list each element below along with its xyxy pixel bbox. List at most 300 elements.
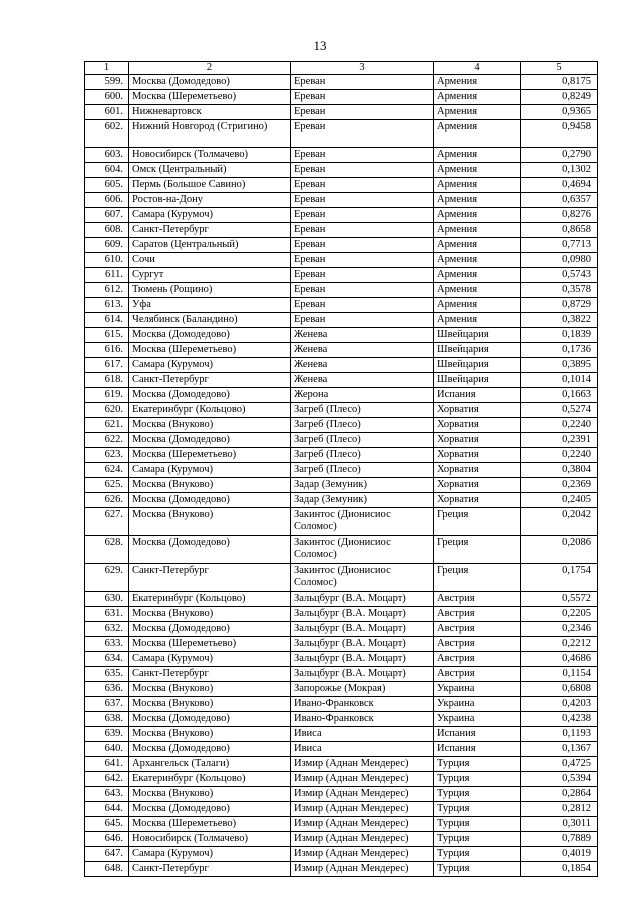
country-cell: Турция bbox=[434, 772, 521, 787]
table-row bbox=[85, 682, 598, 697]
destination-cell: Измир (Аднан Мендерес) bbox=[291, 757, 434, 772]
coefficient-cell: 0,2212 bbox=[521, 637, 598, 652]
departure-cell: Самара (Курумоч) bbox=[129, 358, 291, 373]
column-header-3: 3 bbox=[291, 62, 434, 75]
country-cell: Хорватия bbox=[434, 478, 521, 493]
row-number-cell: 616. bbox=[85, 343, 129, 358]
coefficient-cell: 0,2405 bbox=[521, 493, 598, 508]
table-row bbox=[85, 178, 598, 193]
page-number: 13 bbox=[313, 38, 327, 53]
departure-cell: Новосибирск (Толмачево) bbox=[129, 832, 291, 847]
country-cell: Армения bbox=[434, 268, 521, 283]
table-row bbox=[85, 637, 598, 652]
destination-cell: Ереван bbox=[291, 268, 434, 283]
departure-cell: Екатеринбург (Кольцово) bbox=[129, 592, 291, 607]
destination-cell: Ереван bbox=[291, 148, 434, 163]
row-number-cell: 647. bbox=[85, 847, 129, 862]
row-number-cell: 622. bbox=[85, 433, 129, 448]
country-cell: Турция bbox=[434, 832, 521, 847]
table-row bbox=[85, 283, 598, 298]
coefficient-cell: 0,6357 bbox=[521, 193, 598, 208]
departure-cell: Омск (Центральный) bbox=[129, 163, 291, 178]
country-cell: Армения bbox=[434, 163, 521, 178]
departure-cell: Санкт-Петербург bbox=[129, 862, 291, 877]
row-number-cell: 623. bbox=[85, 448, 129, 463]
departure-cell: Москва (Домодедово) bbox=[129, 742, 291, 757]
country-cell: Греция bbox=[434, 508, 521, 536]
departure-cell: Пермь (Большое Савино) bbox=[129, 178, 291, 193]
destination-cell: Ереван bbox=[291, 313, 434, 328]
row-number-cell: 632. bbox=[85, 622, 129, 637]
departure-cell: Нижневартовск bbox=[129, 105, 291, 120]
column-header-5: 5 bbox=[521, 62, 598, 75]
destination-cell: Запорожье (Мокрая) bbox=[291, 682, 434, 697]
coefficient-cell: 0,2240 bbox=[521, 418, 598, 433]
coefficient-cell: 0,4725 bbox=[521, 757, 598, 772]
departure-cell: Москва (Внуково) bbox=[129, 697, 291, 712]
destination-cell: Измир (Аднан Мендерес) bbox=[291, 832, 434, 847]
coefficient-cell: 0,8658 bbox=[521, 223, 598, 238]
destination-cell: Измир (Аднан Мендерес) bbox=[291, 787, 434, 802]
table-row bbox=[85, 817, 598, 832]
departure-cell: Москва (Внуково) bbox=[129, 418, 291, 433]
destination-cell: Задар (Земуник) bbox=[291, 478, 434, 493]
table-row bbox=[85, 313, 598, 328]
row-number-cell: 614. bbox=[85, 313, 129, 328]
coefficient-cell: 0,2812 bbox=[521, 802, 598, 817]
country-cell: Турция bbox=[434, 847, 521, 862]
destination-cell: Ереван bbox=[291, 163, 434, 178]
table-row bbox=[85, 238, 598, 253]
row-number-cell: 611. bbox=[85, 268, 129, 283]
country-cell: Армения bbox=[434, 90, 521, 105]
row-number-cell: 604. bbox=[85, 163, 129, 178]
destination-cell: Женева bbox=[291, 358, 434, 373]
table-row bbox=[85, 75, 598, 90]
coefficient-cell: 0,3895 bbox=[521, 358, 598, 373]
row-number-cell: 607. bbox=[85, 208, 129, 223]
row-number-cell: 621. bbox=[85, 418, 129, 433]
table-row bbox=[85, 105, 598, 120]
row-number-cell: 645. bbox=[85, 817, 129, 832]
destination-cell: Ереван bbox=[291, 193, 434, 208]
country-cell: Армения bbox=[434, 298, 521, 313]
destination-cell: Измир (Аднан Мендерес) bbox=[291, 862, 434, 877]
destination-cell: Зальцбург (В.А. Моцарт) bbox=[291, 607, 434, 622]
departure-cell: Тюмень (Рощино) bbox=[129, 283, 291, 298]
departure-cell: Архангельск (Талаги) bbox=[129, 757, 291, 772]
departure-cell: Москва (Домодедово) bbox=[129, 388, 291, 403]
table-row bbox=[85, 832, 598, 847]
row-number-cell: 640. bbox=[85, 742, 129, 757]
table-row bbox=[85, 592, 598, 607]
coefficient-cell: 0,9458 bbox=[521, 120, 598, 148]
destination-cell: Женева bbox=[291, 328, 434, 343]
coefficient-cell: 0,7889 bbox=[521, 832, 598, 847]
table-row bbox=[85, 163, 598, 178]
departure-cell: Москва (Домодедово) bbox=[129, 328, 291, 343]
departure-cell: Екатеринбург (Кольцово) bbox=[129, 772, 291, 787]
country-cell: Армения bbox=[434, 178, 521, 193]
coefficient-cell: 0,3822 bbox=[521, 313, 598, 328]
row-number-cell: 627. bbox=[85, 508, 129, 536]
departure-cell: Санкт-Петербург bbox=[129, 223, 291, 238]
coefficient-cell: 0,1154 bbox=[521, 667, 598, 682]
table-row bbox=[85, 90, 598, 105]
departure-cell: Сочи bbox=[129, 253, 291, 268]
departure-cell: Москва (Внуково) bbox=[129, 607, 291, 622]
destination-cell: Зальцбург (В.А. Моцарт) bbox=[291, 622, 434, 637]
departure-cell: Санкт-Петербург bbox=[129, 564, 291, 592]
row-number-cell: 646. bbox=[85, 832, 129, 847]
country-cell: Швейцария bbox=[434, 358, 521, 373]
destination-cell: Ереван bbox=[291, 253, 434, 268]
country-cell: Греция bbox=[434, 536, 521, 564]
country-cell: Турция bbox=[434, 862, 521, 877]
country-cell: Украина bbox=[434, 682, 521, 697]
row-number-cell: 610. bbox=[85, 253, 129, 268]
destination-cell: Ереван bbox=[291, 223, 434, 238]
table-row bbox=[85, 652, 598, 667]
country-cell: Австрия bbox=[434, 622, 521, 637]
departure-cell: Москва (Шереметьево) bbox=[129, 343, 291, 358]
table-row bbox=[85, 667, 598, 682]
destination-cell: Зальцбург (В.А. Моцарт) bbox=[291, 652, 434, 667]
country-cell: Испания bbox=[434, 727, 521, 742]
country-cell: Армения bbox=[434, 75, 521, 90]
row-number-cell: 628. bbox=[85, 536, 129, 564]
row-number-cell: 600. bbox=[85, 90, 129, 105]
table-row bbox=[85, 508, 598, 536]
coefficient-cell: 0,4686 bbox=[521, 652, 598, 667]
country-cell: Армения bbox=[434, 148, 521, 163]
row-number-cell: 618. bbox=[85, 373, 129, 388]
coefficient-cell: 0,2205 bbox=[521, 607, 598, 622]
country-cell: Хорватия bbox=[434, 493, 521, 508]
departure-cell: Саратов (Центральный) bbox=[129, 238, 291, 253]
row-number-cell: 620. bbox=[85, 403, 129, 418]
country-cell: Австрия bbox=[434, 667, 521, 682]
destination-cell: Ереван bbox=[291, 90, 434, 105]
row-number-cell: 625. bbox=[85, 478, 129, 493]
row-number-cell: 605. bbox=[85, 178, 129, 193]
destination-cell: Ереван bbox=[291, 105, 434, 120]
table-row bbox=[85, 448, 598, 463]
country-cell: Хорватия bbox=[434, 403, 521, 418]
table-row bbox=[85, 697, 598, 712]
table-row bbox=[85, 373, 598, 388]
table-row bbox=[85, 536, 598, 564]
row-number-cell: 638. bbox=[85, 712, 129, 727]
coefficient-cell: 0,1014 bbox=[521, 373, 598, 388]
destination-cell: Ивиса bbox=[291, 727, 434, 742]
country-cell: Турция bbox=[434, 757, 521, 772]
destination-cell: Ереван bbox=[291, 238, 434, 253]
destination-cell: Ивано-Франковск bbox=[291, 697, 434, 712]
country-cell: Хорватия bbox=[434, 463, 521, 478]
destination-cell: Загреб (Плесо) bbox=[291, 403, 434, 418]
coefficient-cell: 0,6808 bbox=[521, 682, 598, 697]
country-cell: Турция bbox=[434, 817, 521, 832]
country-cell: Греция bbox=[434, 564, 521, 592]
table-row bbox=[85, 847, 598, 862]
table-row bbox=[85, 712, 598, 727]
country-cell: Австрия bbox=[434, 652, 521, 667]
departure-cell: Сургут bbox=[129, 268, 291, 283]
country-cell: Армения bbox=[434, 120, 521, 148]
destination-cell: Загреб (Плесо) bbox=[291, 418, 434, 433]
coefficient-cell: 0,1193 bbox=[521, 727, 598, 742]
column-header-4: 4 bbox=[434, 62, 521, 75]
country-cell: Швейцария bbox=[434, 328, 521, 343]
table-row bbox=[85, 772, 598, 787]
departure-cell: Челябинск (Баландино) bbox=[129, 313, 291, 328]
table-row bbox=[85, 193, 598, 208]
departure-cell: Москва (Домодедово) bbox=[129, 622, 291, 637]
table-row bbox=[85, 208, 598, 223]
destination-cell: Ереван bbox=[291, 178, 434, 193]
country-cell: Армения bbox=[434, 208, 521, 223]
table-row bbox=[85, 148, 598, 163]
country-cell: Украина bbox=[434, 697, 521, 712]
destination-cell: Загреб (Плесо) bbox=[291, 448, 434, 463]
row-number-cell: 606. bbox=[85, 193, 129, 208]
destination-cell: Загреб (Плесо) bbox=[291, 433, 434, 448]
coefficient-cell: 0,5274 bbox=[521, 403, 598, 418]
coefficient-cell: 0,2369 bbox=[521, 478, 598, 493]
table-row bbox=[85, 802, 598, 817]
country-cell: Австрия bbox=[434, 637, 521, 652]
row-number-cell: 617. bbox=[85, 358, 129, 373]
coefficient-cell: 0,1302 bbox=[521, 163, 598, 178]
country-cell: Армения bbox=[434, 193, 521, 208]
destination-cell: Измир (Аднан Мендерес) bbox=[291, 772, 434, 787]
table-row bbox=[85, 862, 598, 877]
row-number-cell: 609. bbox=[85, 238, 129, 253]
departure-cell: Новосибирск (Толмачево) bbox=[129, 148, 291, 163]
destination-cell: Зальцбург (В.А. Моцарт) bbox=[291, 637, 434, 652]
country-cell: Испания bbox=[434, 388, 521, 403]
departure-cell: Москва (Шереметьево) bbox=[129, 448, 291, 463]
row-number-cell: 601. bbox=[85, 105, 129, 120]
coefficient-cell: 0,1754 bbox=[521, 564, 598, 592]
departure-cell: Москва (Внуково) bbox=[129, 478, 291, 493]
coefficient-cell: 0,2240 bbox=[521, 448, 598, 463]
coefficient-cell: 0,2042 bbox=[521, 508, 598, 536]
departure-cell: Москва (Домодедово) bbox=[129, 712, 291, 727]
destination-cell: Загреб (Плесо) bbox=[291, 463, 434, 478]
departure-cell: Самара (Курумоч) bbox=[129, 208, 291, 223]
table-row bbox=[85, 253, 598, 268]
row-number-cell: 608. bbox=[85, 223, 129, 238]
destination-cell: Измир (Аднан Мендерес) bbox=[291, 802, 434, 817]
coefficient-cell: 0,1839 bbox=[521, 328, 598, 343]
country-cell: Австрия bbox=[434, 607, 521, 622]
row-number-cell: 619. bbox=[85, 388, 129, 403]
destination-cell: Закинтос (Дионисиос Соломос) bbox=[291, 564, 434, 592]
table-row bbox=[85, 742, 598, 757]
country-cell: Австрия bbox=[434, 592, 521, 607]
table-row bbox=[85, 298, 598, 313]
departure-cell: Санкт-Петербург bbox=[129, 667, 291, 682]
table-row bbox=[85, 478, 598, 493]
departure-cell: Москва (Домодедово) bbox=[129, 433, 291, 448]
column-header-1: 1 bbox=[85, 62, 129, 75]
destination-cell: Ереван bbox=[291, 120, 434, 148]
destination-cell: Закинтос (Дионисиос Соломос) bbox=[291, 536, 434, 564]
destination-cell: Закинтос (Дионисиос Соломос) bbox=[291, 508, 434, 536]
row-number-cell: 624. bbox=[85, 463, 129, 478]
departure-cell: Нижний Новгород (Стригино) bbox=[129, 120, 291, 148]
departure-cell: Москва (Внуково) bbox=[129, 727, 291, 742]
country-cell: Армения bbox=[434, 253, 521, 268]
row-number-cell: 639. bbox=[85, 727, 129, 742]
row-number-cell: 612. bbox=[85, 283, 129, 298]
coefficient-cell: 0,0980 bbox=[521, 253, 598, 268]
coefficient-cell: 0,1854 bbox=[521, 862, 598, 877]
destination-cell: Измир (Аднан Мендерес) bbox=[291, 847, 434, 862]
row-number-cell: 630. bbox=[85, 592, 129, 607]
coefficient-cell: 0,4019 bbox=[521, 847, 598, 862]
departure-cell: Самара (Курумоч) bbox=[129, 847, 291, 862]
coefficient-cell: 0,7713 bbox=[521, 238, 598, 253]
departure-cell: Москва (Домодедово) bbox=[129, 493, 291, 508]
table-row bbox=[85, 403, 598, 418]
departure-cell: Москва (Домодедово) bbox=[129, 802, 291, 817]
country-cell: Армения bbox=[434, 105, 521, 120]
row-number-cell: 634. bbox=[85, 652, 129, 667]
destination-cell: Зальцбург (В.А. Моцарт) bbox=[291, 592, 434, 607]
row-number-cell: 629. bbox=[85, 564, 129, 592]
coefficient-cell: 0,1663 bbox=[521, 388, 598, 403]
coefficient-cell: 0,4238 bbox=[521, 712, 598, 727]
country-cell: Хорватия bbox=[434, 433, 521, 448]
departure-cell: Москва (Внуково) bbox=[129, 508, 291, 536]
coefficient-cell: 0,3578 bbox=[521, 283, 598, 298]
country-cell: Армения bbox=[434, 313, 521, 328]
destination-cell: Ереван bbox=[291, 75, 434, 90]
table-row bbox=[85, 120, 598, 148]
country-cell: Хорватия bbox=[434, 448, 521, 463]
table-row bbox=[85, 463, 598, 478]
column-header-2: 2 bbox=[129, 62, 291, 75]
table-row bbox=[85, 223, 598, 238]
coefficient-cell: 0,1736 bbox=[521, 343, 598, 358]
row-number-cell: 599. bbox=[85, 75, 129, 90]
departure-cell: Москва (Домодедово) bbox=[129, 75, 291, 90]
table-row bbox=[85, 328, 598, 343]
table-row bbox=[85, 787, 598, 802]
coefficient-cell: 0,3011 bbox=[521, 817, 598, 832]
destination-cell: Ереван bbox=[291, 283, 434, 298]
row-number-cell: 635. bbox=[85, 667, 129, 682]
row-number-cell: 615. bbox=[85, 328, 129, 343]
coefficient-cell: 0,8729 bbox=[521, 298, 598, 313]
departure-cell: Уфа bbox=[129, 298, 291, 313]
table-header-row bbox=[85, 62, 598, 75]
country-cell: Испания bbox=[434, 742, 521, 757]
table-row bbox=[85, 343, 598, 358]
departure-cell: Москва (Домодедово) bbox=[129, 536, 291, 564]
departure-cell: Москва (Внуково) bbox=[129, 787, 291, 802]
departure-cell: Ростов-на-Дону bbox=[129, 193, 291, 208]
row-number-cell: 641. bbox=[85, 757, 129, 772]
row-number-cell: 603. bbox=[85, 148, 129, 163]
country-cell: Армения bbox=[434, 238, 521, 253]
coefficient-cell: 0,2346 bbox=[521, 622, 598, 637]
destination-cell: Ивано-Франковск bbox=[291, 712, 434, 727]
row-number-cell: 602. bbox=[85, 120, 129, 148]
table-body bbox=[85, 75, 598, 877]
coefficient-cell: 0,2864 bbox=[521, 787, 598, 802]
coefficient-cell: 0,5394 bbox=[521, 772, 598, 787]
coefficient-cell: 0,8276 bbox=[521, 208, 598, 223]
coefficient-cell: 0,9365 bbox=[521, 105, 598, 120]
row-number-cell: 643. bbox=[85, 787, 129, 802]
departure-cell: Москва (Внуково) bbox=[129, 682, 291, 697]
table-row bbox=[85, 268, 598, 283]
country-cell: Армения bbox=[434, 283, 521, 298]
country-cell: Швейцария bbox=[434, 343, 521, 358]
destination-cell: Измир (Аднан Мендерес) bbox=[291, 817, 434, 832]
table-row bbox=[85, 433, 598, 448]
row-number-cell: 613. bbox=[85, 298, 129, 313]
departure-cell: Екатеринбург (Кольцово) bbox=[129, 403, 291, 418]
coefficient-cell: 0,3804 bbox=[521, 463, 598, 478]
row-number-cell: 626. bbox=[85, 493, 129, 508]
departure-cell: Москва (Шереметьево) bbox=[129, 637, 291, 652]
destination-cell: Жерона bbox=[291, 388, 434, 403]
table-row bbox=[85, 757, 598, 772]
table-row bbox=[85, 727, 598, 742]
destination-cell: Ереван bbox=[291, 208, 434, 223]
country-cell: Армения bbox=[434, 223, 521, 238]
coefficient-cell: 0,1367 bbox=[521, 742, 598, 757]
table-row bbox=[85, 388, 598, 403]
table-row bbox=[85, 358, 598, 373]
coefficient-cell: 0,2086 bbox=[521, 536, 598, 564]
destination-cell: Женева bbox=[291, 343, 434, 358]
row-number-cell: 648. bbox=[85, 862, 129, 877]
destination-cell: Зальцбург (В.А. Моцарт) bbox=[291, 667, 434, 682]
departure-cell: Самара (Курумоч) bbox=[129, 463, 291, 478]
row-number-cell: 644. bbox=[85, 802, 129, 817]
table-row bbox=[85, 622, 598, 637]
departure-cell: Москва (Шереметьево) bbox=[129, 90, 291, 105]
departure-cell: Самара (Курумоч) bbox=[129, 652, 291, 667]
routes-table bbox=[84, 61, 598, 877]
table-row bbox=[85, 493, 598, 508]
row-number-cell: 636. bbox=[85, 682, 129, 697]
row-number-cell: 642. bbox=[85, 772, 129, 787]
coefficient-cell: 0,4203 bbox=[521, 697, 598, 712]
row-number-cell: 637. bbox=[85, 697, 129, 712]
departure-cell: Санкт-Петербург bbox=[129, 373, 291, 388]
coefficient-cell: 0,8249 bbox=[521, 90, 598, 105]
coefficient-cell: 0,4694 bbox=[521, 178, 598, 193]
table-row bbox=[85, 418, 598, 433]
row-number-cell: 631. bbox=[85, 607, 129, 622]
country-cell: Хорватия bbox=[434, 418, 521, 433]
country-cell: Украина bbox=[434, 712, 521, 727]
table-row bbox=[85, 607, 598, 622]
destination-cell: Женева bbox=[291, 373, 434, 388]
country-cell: Швейцария bbox=[434, 373, 521, 388]
coefficient-cell: 0,2790 bbox=[521, 148, 598, 163]
table-row bbox=[85, 564, 598, 592]
destination-cell: Ивиса bbox=[291, 742, 434, 757]
coefficient-cell: 0,8175 bbox=[521, 75, 598, 90]
